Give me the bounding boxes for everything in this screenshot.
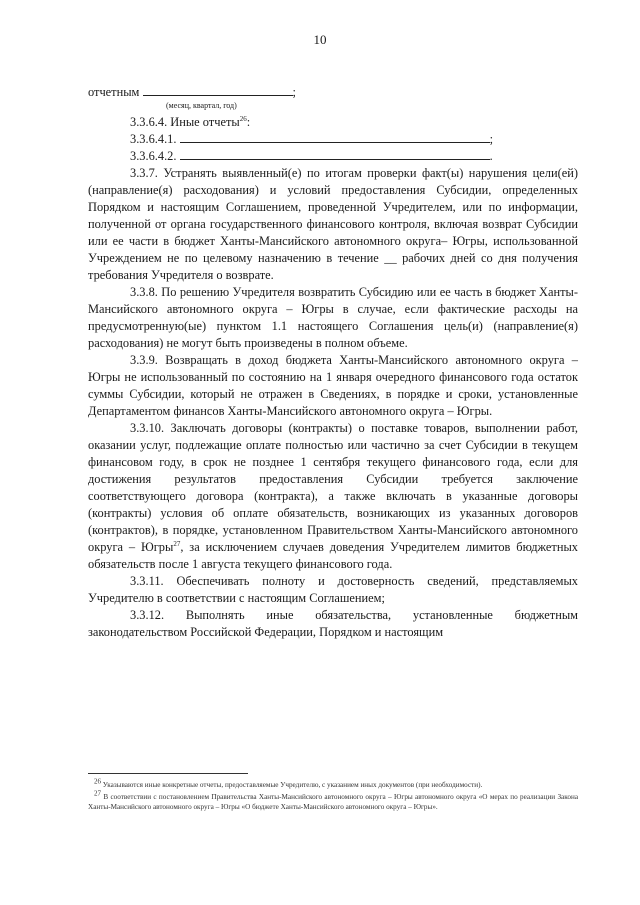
item-33641: 3.3.6.4.1. ; [130,132,494,146]
paragraph-338: 3.3.8. По решению Учредителя возвратить Субсидию или ее часть в бюджет Ханты-Мансийского автономного округа – Югры в случае, если фактические расходы на предусмотренную(ые) пунктом 1.1 настоящего Соглашения цель(и) (направление(я) расходования) не могут быть произведены в полном объеме. [88,285,578,350]
document-body [88,84,578,641]
footnote-divider [88,773,248,774]
footnote-ref-27: 27 [173,539,181,548]
footnote-27-text: В соответствии с постановлением Правительства Ханты-Мансийского автономного округа – Югры автономного округа «О мерах по реализации Закона Ханты-Мансийского автономного округа – Югры «О бюджете Ханты-Мансийского автономного округа – Югры». [88,793,579,811]
paragraph-339: 3.3.9. Возвращать в доход бюджета Ханты-Мансийского автономного округа – Югры не использованный по состоянию на 1 января очередного финансового года остаток суммы Субсидии, который не отражен в Сведениях, в порядке и сроки, установленные Департаментом финансов Ханты-Мансийского автономного округа – Югры. [88,353,578,418]
footnote-26 [88,777,578,790]
report-period-hint: (месяц, квартал, год) [166,101,237,110]
footnote-27-num: 27 [94,789,101,798]
footnotes [88,777,579,814]
report-period-label: отчетным [88,85,140,99]
item-33642: 3.3.6.4.2. . [130,149,493,163]
paragraph-3310-text: 3.3.10. Заключать договоры (контракты) о поставке товаров, выполнении работ, оказании услуг, подлежащие оплате полностью или частично за счет Субсидии в текущем финансовом году, в срок не позднее 1 сентября текущего финансового года, если для достижения результатов предоставления Субсидии требуется заключение соответствующего договора (контракта), а также включать в указанные договоры (контракты) условия об оплате обязательств, возникающих из указанных договоров (контрактов), в порядке, установленном Правительством Ханты-Мансийского автономного округа – Югры [88,421,578,554]
report-period-blank [143,84,293,96]
item-3364: 3.3.6.4. Иные отчеты$^{26}$: [130,114,251,129]
paragraph-3310-tail: , за исключением случаев доведения Учредителем лимитов бюджетных обязательств после 1 августа текущего финансового года. [88,540,578,571]
footnote-27 [88,789,579,812]
item-33641-label: 3.3.6.4.1. [130,132,177,146]
footnote-26-text: Указываются иные конкретные отчеты, предоставляемые Учредителю, с указанием иных документов (при необходимости). [102,781,483,789]
paragraph-3311: 3.3.11. Обеспечивать полноту и достоверность сведений, представляемых Учредителю в соответствии с настоящим Соглашением; [88,574,578,605]
report-period-line: отчетным ; [88,85,296,99]
item-33641-blank [180,131,490,143]
paragraph-337: 3.3.7. Устранять выявленный(е) по итогам проверки факт(ы) нарушения цели(ей) (направление(я) расходования) и условий предоставления Субсидии, определенных Порядком и настоящим Соглашением, проведенной Учредителем, или по информации, полученной от органа государственного финансового контроля, включая возврат Субсидии или ее части в бюджет Ханты-Мансийского автономного округа– Югры, использованной Учреждением не по целевому назначению в течение __ рабочих дней со дня получения требования Учредителя о возврате. [88,166,578,282]
paragraph-3310 [88,420,578,573]
item-3364-label: 3.3.6.4. Иные отчеты [130,115,240,129]
item-33642-label: 3.3.6.4.2. [130,149,177,163]
paragraph-3312: 3.3.12. Выполнять иные обязательства, установленные бюджетным законодательством Российской Федерации, Порядком и настоящим [88,608,578,639]
footnote-26-num: 26 [94,777,101,786]
page-number: 10 [313,32,327,47]
item-33642-blank [180,148,490,160]
footnote-ref-26: 26 [239,114,247,123]
